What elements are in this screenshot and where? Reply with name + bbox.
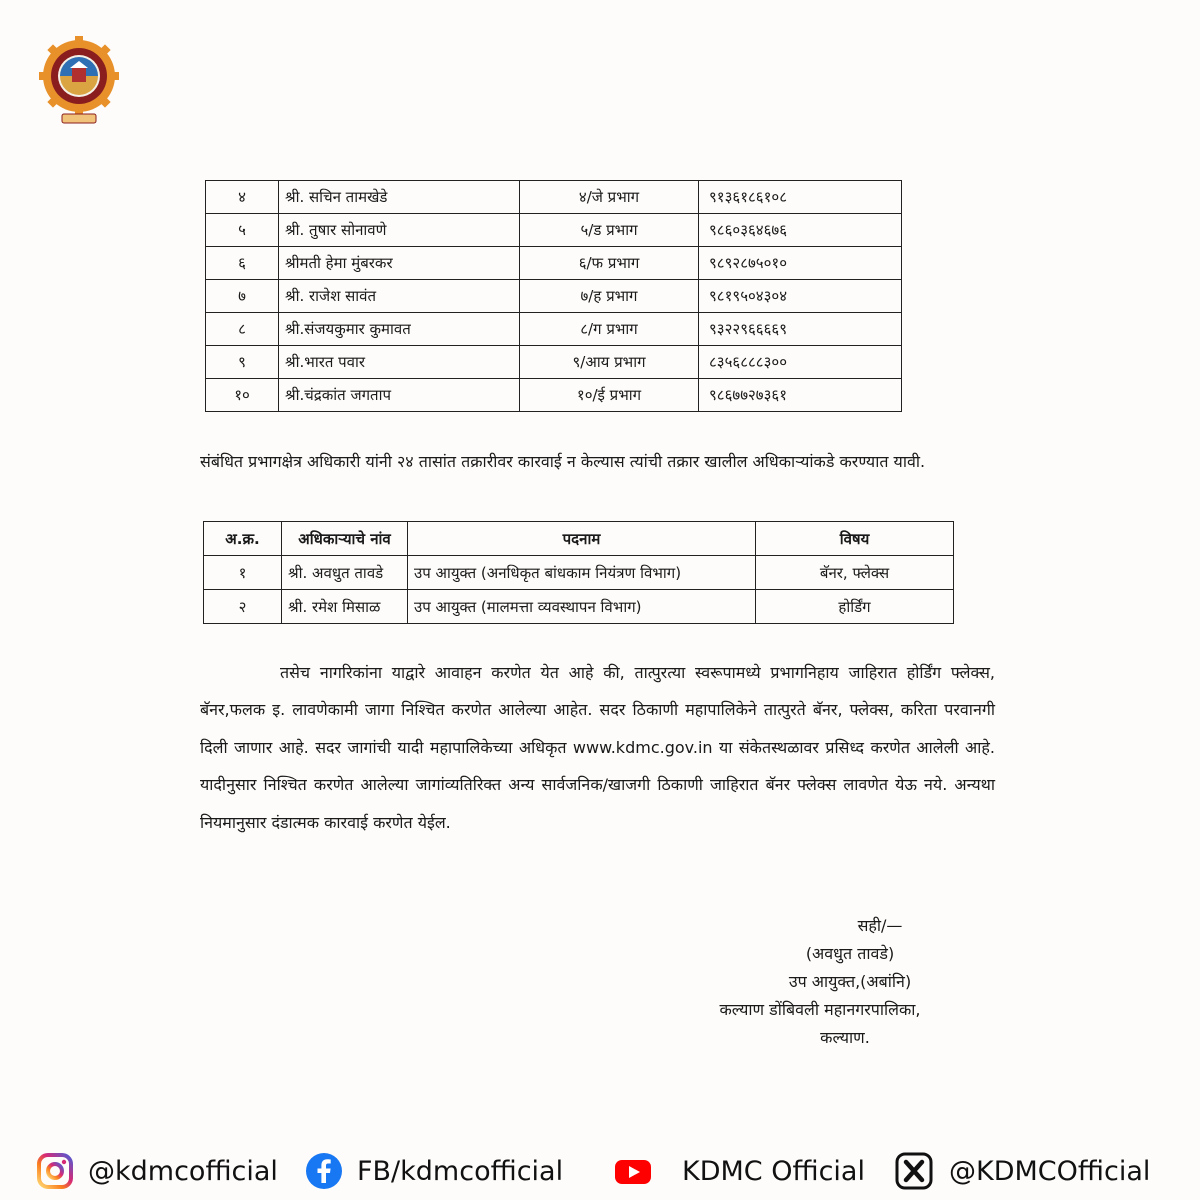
- kdmc-emblem-logo: [36, 34, 122, 124]
- serial-cell: २: [204, 590, 282, 624]
- serial-cell: ८: [206, 313, 279, 346]
- designation-cell: उप आयुक्त (मालमत्ता व्यवस्थापन विभाग): [408, 590, 756, 624]
- signatory-name: (अवधुत तावडे): [805, 944, 895, 963]
- youtube-channel-text: KDMC Official: [682, 1155, 865, 1187]
- designation-cell: उप आयुक्त (अनधिकृत बांधकाम नियंत्रण विभाग): [408, 556, 756, 590]
- instagram-icon: [36, 1152, 74, 1190]
- officer-name-cell: श्रीमती हेमा मुंबरकर: [279, 247, 520, 280]
- x-handle-text: @KDMCOfficial: [949, 1155, 1151, 1187]
- ward-cell: ६/फ प्रभाग: [520, 247, 699, 280]
- officer-name-cell: श्री. अवधुत तावडे: [282, 556, 408, 590]
- ward-officers-table: [205, 180, 902, 412]
- phone-cell: ९८९२८७५०१०: [699, 247, 902, 280]
- header-officer-name: अधिकाऱ्याचे नांव: [282, 522, 408, 556]
- instagram-handle[interactable]: [36, 1152, 278, 1190]
- x-handle[interactable]: [895, 1152, 1150, 1190]
- subject-cell: बॅनर, फ्लेक्स: [756, 556, 954, 590]
- escalation-paragraph: संबंधित प्रभागक्षेत्र अधिकारी यांनी २४ तासांत तक्रारीवर कारवाई न केल्यास त्यांची तक्रार खालील अधिकाऱ्यांकडे करण्यात यावी.: [200, 452, 926, 471]
- table-row: [206, 313, 902, 346]
- social-footer: [0, 1140, 1200, 1200]
- serial-cell: ५: [206, 214, 279, 247]
- table-row: [206, 181, 902, 214]
- officer-name-cell: श्री. तुषार सोनावणे: [279, 214, 520, 247]
- officer-name-cell: श्री.संजयकुमार कुमावत: [279, 313, 520, 346]
- serial-cell: ९: [206, 346, 279, 379]
- officer-name-cell: श्री. सचिन तामखेडे: [279, 181, 520, 214]
- header-serial: अ.क्र.: [204, 522, 282, 556]
- serial-cell: ४: [206, 181, 279, 214]
- ward-cell: ५/ड प्रभाग: [520, 214, 699, 247]
- ward-cell: ७/ह प्रभाग: [520, 280, 699, 313]
- officer-name-cell: श्री. रमेश मिसाळ: [282, 590, 408, 624]
- ward-cell: ८/ग प्रभाग: [520, 313, 699, 346]
- ward-cell: ९/आय प्रभाग: [520, 346, 699, 379]
- table-row: [206, 379, 902, 412]
- organization-name: कल्याण डोंबिवली महानगरपालिका,: [719, 1000, 921, 1019]
- table-row: [206, 280, 902, 313]
- officer-name-cell: श्री. राजेश सावंत: [279, 280, 520, 313]
- signed-mark: सही/—: [857, 916, 903, 935]
- table-row: [204, 556, 954, 590]
- youtube-icon: [614, 1152, 652, 1190]
- phone-cell: ९३२२९६६६६९: [699, 313, 902, 346]
- facebook-handle-text: FB/kdmcofficial: [357, 1155, 564, 1187]
- ward-cell: १०/ई प्रभाग: [520, 379, 699, 412]
- phone-cell: ९८६७७२७३६१: [699, 379, 902, 412]
- table-header-row: [204, 522, 954, 556]
- ward-cell: ४/जे प्रभाग: [520, 181, 699, 214]
- x-icon: [895, 1152, 933, 1190]
- instagram-handle-text: @kdmcofficial: [88, 1155, 278, 1187]
- header-designation: पदनाम: [408, 522, 756, 556]
- signatory-designation: उप आयुक्त,(अबांनि): [788, 972, 912, 991]
- header-subject: विषय: [756, 522, 954, 556]
- phone-cell: ९८१९५०४३०४: [699, 280, 902, 313]
- phone-cell: ९१३६१८६१०८: [699, 181, 902, 214]
- phone-cell: ८३५६८८८३००: [699, 346, 902, 379]
- city-name: कल्याण.: [820, 1028, 870, 1047]
- subject-cell: होर्डिंग: [756, 590, 954, 624]
- facebook-icon: [305, 1152, 343, 1190]
- serial-cell: १०: [206, 379, 279, 412]
- table-row: [206, 214, 902, 247]
- table-row: [206, 247, 902, 280]
- phone-cell: ९८६०३६४६७६: [699, 214, 902, 247]
- officer-name-cell: श्री.चंद्रकांत जगताप: [279, 379, 520, 412]
- officer-name-cell: श्री.भारत पवार: [279, 346, 520, 379]
- signature-block: [640, 912, 1000, 1052]
- serial-cell: ७: [206, 280, 279, 313]
- serial-cell: १: [204, 556, 282, 590]
- facebook-handle[interactable]: [305, 1152, 563, 1190]
- table-row: [204, 590, 954, 624]
- table-row: [206, 346, 902, 379]
- senior-officers-table: [203, 521, 954, 624]
- public-notice-paragraph: तसेच नागरिकांना याद्वारे आवाहन करणेत येत आहे की, तात्पुरत्या स्वरूपामध्ये प्रभागनिहाय जाहिरात होर्डिंग फ्लेक्स, बॅनर,फलक इ. लावणेकामी जागा निश्चित करणेत आलेल्या आहेत. सदर ठिकाणी महापालिकेने तात्पुरते बॅनर, फ्लेक्स, करिता परवानगी दिली जाणार आहे. सदर जागांची यादी महापालिकेच्या अधिकृत www.kdmc.gov.in या संकेतस्थळावर प्रसिध्द करणेत आलेली आहे. यादीनुसार निश्चित करणेत आलेल्या जागांव्यतिरिक्त अन्य सार्वजनिक/खाजगी ठिकाणी जाहिरात बॅनर फ्लेक्स लावणेत येऊ नये. अन्यथा नियमानुसार दंडात्मक कारवाई करणेत येईल.: [200, 663, 995, 832]
- serial-cell: ६: [206, 247, 279, 280]
- youtube-channel[interactable]: [614, 1152, 865, 1190]
